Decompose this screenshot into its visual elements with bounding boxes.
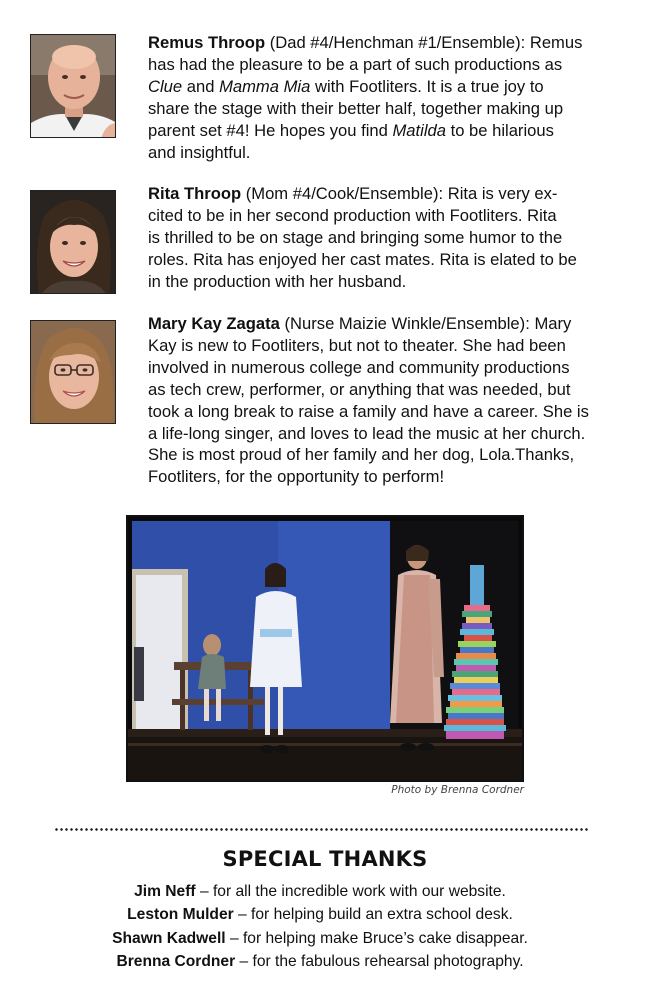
bio-line: Rita Throop (Mom #4/Cook/Ensemble): Rita is very ex-	[148, 184, 558, 203]
bio-line: a life-long singer, and loves to lead the music at her church.	[148, 423, 586, 443]
thanks-text: – for helping build an extra school desk.	[233, 906, 513, 924]
bio-line: is thrilled to be on stage and bringing some humor to the	[148, 227, 563, 247]
thanks-item	[0, 880, 640, 903]
thanks-name: Jim Neff	[134, 883, 196, 900]
thanks-item	[0, 903, 640, 926]
bio-line-start: Remus	[529, 33, 583, 52]
bio-line: has had the pleasure to be a part of such productions as	[148, 54, 563, 74]
thanks-item	[0, 927, 640, 950]
bio-line: parent set #4! He hopes you find Matilda to be hilarious	[148, 120, 554, 140]
cast-name: Rita Throop	[148, 184, 242, 203]
special-thanks-list	[0, 880, 640, 973]
bio-line: involved in numerous college and community productions	[148, 357, 570, 377]
show-title: Mamma Mia	[219, 76, 311, 96]
thanks-text: – for all the incredible work with our website.	[195, 883, 506, 900]
bio-line: Kay is new to Footliters, but not to theater. She had been	[148, 335, 566, 355]
bio-text-rita	[148, 183, 626, 293]
bio-line: Remus Throop (Dad #4/Henchman #1/Ensemble): Remus	[148, 33, 583, 52]
thanks-item	[0, 950, 640, 973]
bio-line: as tech crew, performer, or anything that was needed, but	[148, 379, 571, 399]
show-title: Clue	[148, 76, 183, 96]
bio-line: took a long break to raise a family and have a career. She is	[148, 401, 589, 421]
show-title: Matilda	[392, 120, 446, 140]
bio-line-start: Mary	[534, 314, 572, 333]
thanks-text: – for helping make Bruce’s cake disappear.	[225, 929, 528, 947]
headshot-mary-kay-zagata	[30, 320, 116, 424]
bio-text-mary-kay	[148, 313, 626, 488]
bio-line: Mary Kay Zagata (Nurse Maizie Winkle/Ensemble): Mary	[148, 314, 572, 333]
cast-role: (Mom #4/Cook/Ensemble)	[245, 184, 439, 203]
bio-line: share the stage with their better half, together making up	[148, 98, 564, 118]
cast-role: (Dad #4/Henchman #1/Ensemble)	[269, 33, 521, 52]
bio-line-start: Rita is very ex-	[447, 184, 558, 203]
bio-line: roles. Rita has enjoyed her cast mates. Rita is elated to be	[148, 249, 577, 269]
bio-line: in the production with her husband.	[148, 271, 407, 291]
photo-credit: Photo by Brenna Cordner	[391, 784, 524, 796]
bio-line: cited to be in her second production with Footliters. Rita	[148, 205, 557, 225]
bio-line: She is most proud of her family and her dog, Lola.Thanks,	[148, 445, 575, 465]
thanks-name: Leston Mulder	[127, 906, 234, 924]
thanks-name: Brenna Cordner	[116, 952, 236, 970]
headshot-remus-throop	[30, 34, 116, 138]
thanks-name: Shawn Kadwell	[112, 929, 226, 947]
headshot-rita-throop	[30, 190, 116, 294]
special-thanks-title: SPECIAL THANKS	[222, 847, 428, 871]
dotted-divider	[54, 827, 590, 832]
cast-name: Mary Kay Zagata	[148, 314, 280, 333]
rehearsal-stage-photo	[126, 515, 524, 782]
cast-name: Remus Throop	[148, 33, 266, 52]
bio-line: and insightful.	[148, 142, 251, 162]
bio-text-remus	[148, 32, 626, 163]
bio-line: Clue and Mamma Mia with Footliters. It is a true joy to	[148, 76, 544, 96]
cast-role: (Nurse Maizie Winkle/Ensemble)	[284, 314, 526, 333]
bio-line: Footliters, for the opportunity to perform!	[148, 467, 445, 487]
thanks-text: – for the fabulous rehearsal photography.	[235, 952, 524, 970]
